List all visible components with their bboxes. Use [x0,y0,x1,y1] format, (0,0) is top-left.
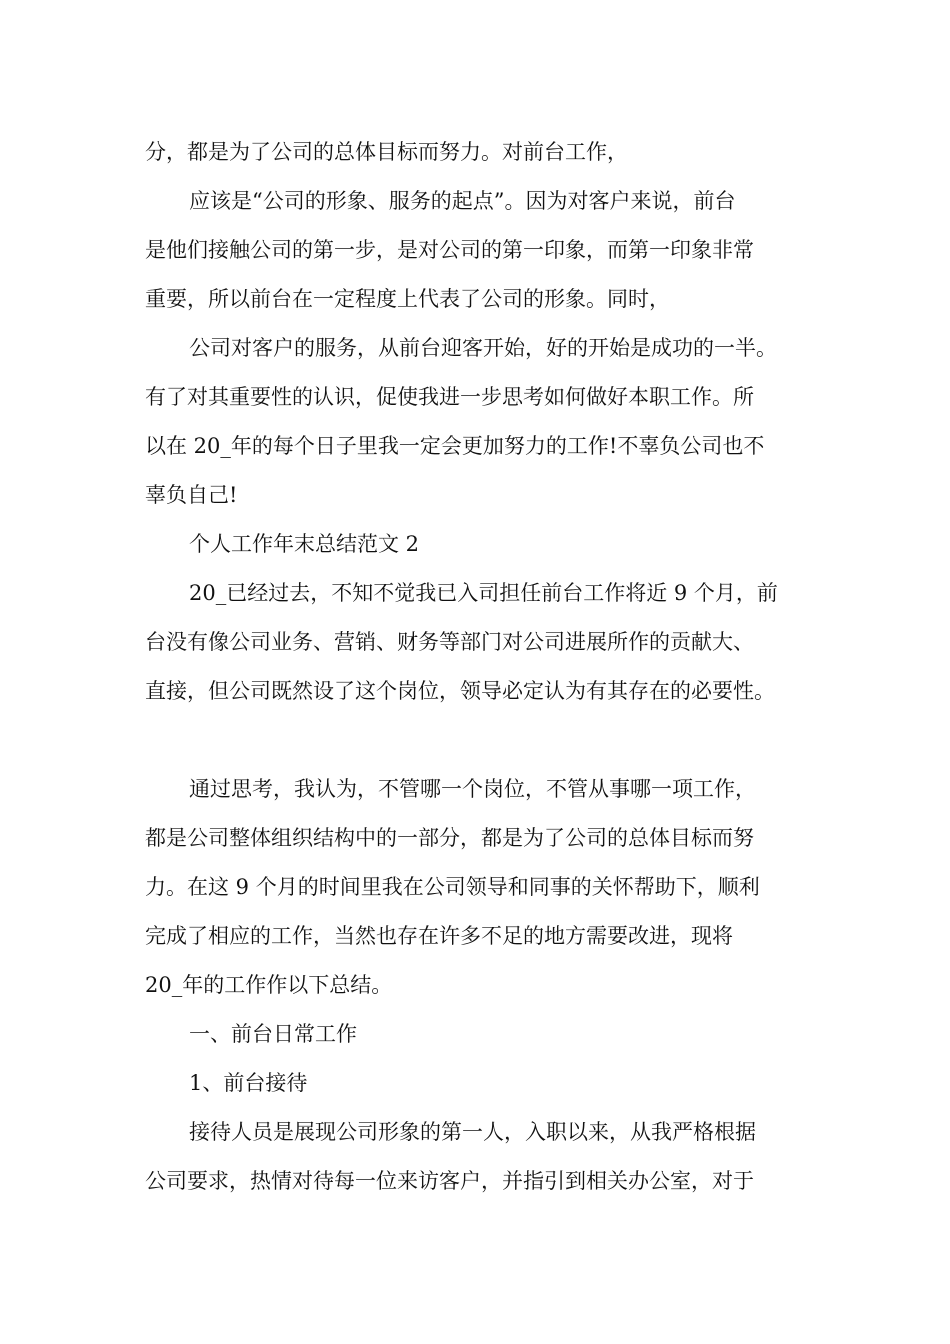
text-line: 接待人员是展现公司形象的第一人，入职以来，从我严格根据 [189,1120,756,1144]
text-line: 分，都是为了公司的总体目标而努力。对前台工作， [145,140,628,164]
text-line: 完成了相应的工作，当然也存在许多不足的地方需要改进，现将 [145,924,733,948]
text-line: 应该是“公司的形象、服务的起点”。因为对客户来说，前台 [189,189,736,213]
text-line: 20_已经过去，不知不觉我已入司担任前台工作将近 9 个月，前 [189,581,778,605]
text-line: 公司对客户的服务，从前台迎客开始，好的开始是成功的一半。 [189,336,777,360]
text-line: 公司要求，热情对待每一位来访客户，并指引到相关办公室，对于 [145,1169,754,1193]
section-heading: 一、前台日常工作 [189,1022,357,1046]
blank-line [145,716,835,765]
text-line: 以在 20_年的每个日子里我一定会更加努力的工作!不辜负公司也不 [145,434,765,458]
text-line: 直接，但公司既然设了这个岗位，领导必定认为有其存在的必要性。 [145,679,775,703]
text-line: 力。在这 9 个月的时间里我在公司领导和同事的关怀帮助下，顺利 [145,875,760,899]
text-line: 台没有像公司业务、营销、财务等部门对公司进展所作的贡献大、 [145,630,754,654]
text-line: 是他们接触公司的第一步，是对公司的第一印象，而第一印象非常 [145,238,754,262]
text-line: 重要，所以前台在一定程度上代表了公司的形象。同时， [145,287,670,311]
text-line: 通过思考，我认为，不管哪一个岗位，不管从事哪一项工作， [189,777,756,801]
section-heading: 个人工作年末总结范文 2 [189,532,420,556]
text-line: 辜负自己! [145,483,238,507]
document-body [145,128,835,1206]
subsection-heading: 1、前台接待 [189,1071,308,1095]
text-line: 20_年的工作作以下总结。 [145,973,393,997]
text-line: 有了对其重要性的认识，促使我进一步思考如何做好本职工作。所 [145,385,754,409]
text-line: 都是公司整体组织结构中的一部分，都是为了公司的总体目标而努 [145,826,754,850]
